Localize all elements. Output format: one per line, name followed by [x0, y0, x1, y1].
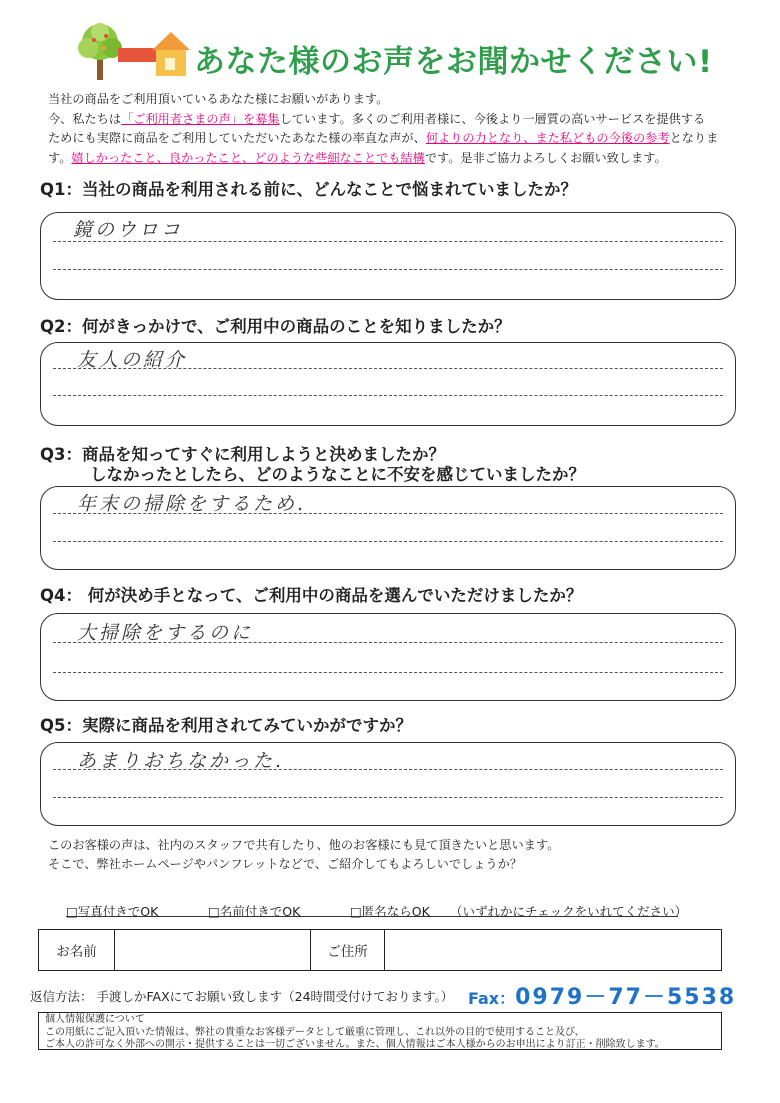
question-2-title: Q2：何がきっかけで、ご利用中の商品のことを知りましたか？	[40, 317, 511, 336]
intro-highlight: 何よりの力となり、また私どもの今後の参考	[425, 131, 670, 145]
intro-line	[48, 110, 758, 130]
intro-text	[48, 90, 758, 168]
question-3-title: Q3：商品を知ってすぐに利用しようと決めましたか？	[40, 445, 446, 464]
consent-text	[48, 836, 559, 874]
answer-2-box[interactable]	[40, 342, 736, 426]
answer-1-text: 鏡のウロコ	[73, 219, 184, 241]
ruled-line	[53, 395, 723, 396]
fax-label: Fax：	[468, 989, 516, 1008]
fax-digits: 0979－77－5538	[515, 985, 737, 1010]
intro-line	[48, 90, 758, 110]
answer-5-box[interactable]	[40, 742, 736, 826]
intro-line	[48, 149, 758, 169]
intro-highlight: 嬉しかったこと、良かったこと、どのような些細なことでも結構	[71, 150, 425, 165]
intro-text-segment: です。是非ご協力よろしくお願い致します。	[424, 150, 667, 165]
ruled-line	[53, 672, 723, 673]
page-title: あなた様のお声をお聞かせください!	[194, 44, 713, 80]
name-field[interactable]	[115, 930, 311, 970]
photo-ok-checkbox[interactable]: □写真付きでOK	[66, 904, 159, 919]
permission-note: （いずれかにチェックをいれてください）	[450, 904, 688, 919]
address-label: ご住所	[311, 930, 385, 970]
privacy-title: 個人情報保護について	[45, 1014, 145, 1025]
answer-1-box[interactable]	[40, 212, 736, 300]
contact-table	[38, 929, 722, 971]
permission-options	[66, 902, 687, 920]
answer-2-text: 友人の紹介	[77, 349, 188, 371]
answer-4-text: 大掃除をするのに	[77, 622, 254, 644]
ruled-line	[53, 269, 723, 270]
privacy-notice	[38, 1012, 722, 1050]
address-field[interactable]	[385, 930, 720, 970]
intro-line	[48, 129, 758, 149]
fax-number	[468, 980, 736, 1011]
ruled-line	[53, 541, 723, 542]
intro-text-segment: となりま	[669, 131, 719, 145]
intro-text-segment: しています。多くのご利用者様に、今後より一層質の高いサービスを提供する	[279, 111, 706, 126]
intro-text-segment: す。	[48, 150, 72, 165]
intro-highlight: 「ご利用者さまの声」を募集	[121, 111, 280, 126]
answer-3-box[interactable]	[40, 486, 736, 570]
question-4-title: Q4： 何が決め手となって、ご利用中の商品を選んでいただけましたか？	[40, 586, 583, 605]
return-method: 返信方法： 手渡しかFAXにてお願い致します（24時間受付けております。）	[30, 989, 454, 1004]
answer-3-text: 年末の掃除をするため.	[77, 493, 307, 515]
consent-line: このお客様の声は、社内のスタッフで共有したり、他のお客様にも見て頂きたいと思います。	[48, 838, 560, 852]
answer-5-text: あまりおちなかった.	[77, 750, 285, 772]
answer-4-box[interactable]	[40, 613, 736, 701]
question-1-title: Q1：当社の商品を利用される前に、どんなことで悩まれていましたか？	[40, 180, 578, 199]
consent-line: そこで、弊社ホームページやパンフレットなどで、ご紹介してもよろしいでしょうか？	[48, 857, 522, 871]
anonymous-ok-checkbox[interactable]: □匿名ならOK	[350, 904, 430, 919]
intro-text-segment: ためにも実際に商品をご利用していただいたあなた様の率直な声が、	[48, 131, 426, 145]
intro-text-segment: 当社の商品をご利用頂いているあなた様にお願いがあります。	[48, 92, 389, 106]
name-label: お名前	[39, 930, 115, 970]
intro-text-segment: 今、私たちは	[48, 111, 122, 126]
divider	[66, 916, 678, 917]
ruled-line	[53, 797, 723, 798]
question-5-title: Q5：実際に商品を利用されてみていかがですか？	[40, 716, 413, 735]
house-icon	[150, 30, 192, 78]
question-3-subtitle: しなかったとしたら、どのようなことに不安を感じていましたか？	[90, 465, 585, 484]
privacy-line: この用紙にご記入頂いた情報は、弊社の貴重なお客様データとして厳重に管理し、これ以外の目的で使用すること及び、	[45, 1026, 585, 1038]
name-ok-checkbox[interactable]: □名前付きでOK	[208, 904, 301, 919]
privacy-line: ご本人の許可なく外部への開示・提供することは一切ございません。また、個人情報はご本人様からのお申出により訂正・削除致します。	[45, 1039, 665, 1050]
